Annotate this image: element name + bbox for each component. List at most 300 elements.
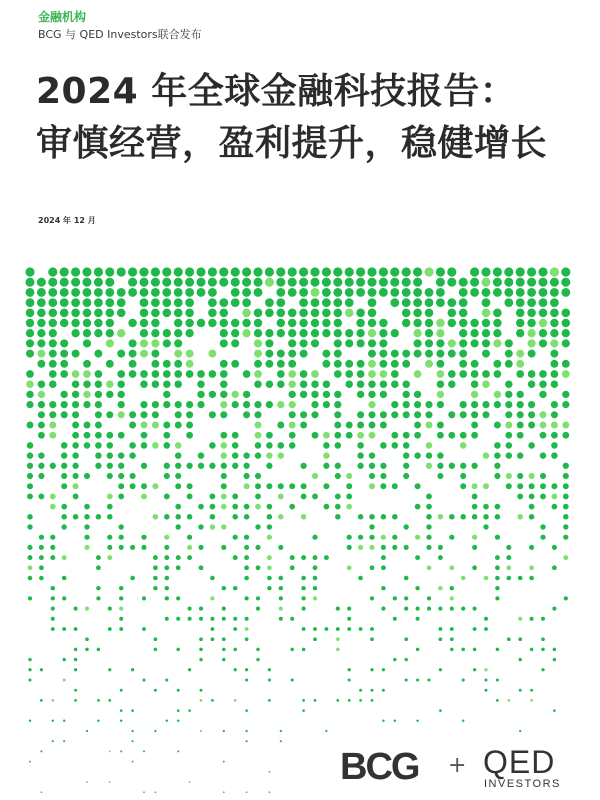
- pattern-dot: [61, 442, 68, 449]
- pattern-dot: [174, 360, 182, 368]
- pattern-dot: [49, 401, 56, 408]
- pattern-dot: [177, 709, 180, 712]
- pattern-dot: [140, 380, 148, 388]
- pattern-dot: [472, 535, 477, 540]
- pattern-dot: [107, 442, 114, 449]
- pattern-dot: [391, 360, 399, 368]
- pattern-dot: [403, 473, 409, 479]
- pattern-dot: [174, 309, 183, 318]
- pattern-dot: [289, 391, 296, 398]
- pattern-dot: [71, 267, 80, 276]
- pattern-dot: [71, 309, 80, 318]
- pattern-dot: [529, 545, 534, 550]
- pattern-dot: [140, 298, 149, 307]
- pattern-dot: [174, 278, 183, 287]
- pattern-dot: [51, 607, 55, 611]
- pattern-dot: [448, 411, 455, 418]
- pattern-dot: [186, 350, 194, 358]
- pattern-dot: [60, 370, 68, 378]
- pattern-dot: [256, 607, 260, 611]
- pattern-dot: [519, 730, 521, 732]
- pattern-dot: [210, 514, 216, 520]
- pattern-dot: [493, 288, 502, 297]
- pattern-dot: [233, 586, 237, 590]
- pattern-dot: [72, 391, 79, 398]
- pattern-dot: [151, 288, 160, 297]
- pattern-dot: [528, 380, 536, 388]
- pattern-dot: [106, 391, 113, 398]
- pattern-dot: [368, 360, 376, 368]
- pattern-dot: [381, 607, 385, 611]
- pattern-dot: [199, 658, 202, 661]
- pattern-dot: [335, 442, 342, 449]
- pattern-dot: [175, 442, 182, 449]
- pattern-dot: [265, 339, 273, 347]
- pattern-dot: [505, 360, 513, 368]
- pattern-dot: [391, 432, 398, 439]
- pattern-dot: [152, 411, 159, 418]
- pattern-dot: [71, 298, 80, 307]
- pattern-dot: [96, 596, 100, 600]
- pattern-dot: [299, 288, 308, 297]
- pattern-dot: [551, 432, 558, 439]
- pattern-dot: [60, 339, 68, 347]
- pattern-dot: [84, 514, 90, 520]
- pattern-dot: [265, 329, 273, 337]
- pattern-dot: [27, 493, 33, 499]
- pattern-dot: [394, 720, 396, 722]
- pattern-dot: [289, 504, 295, 510]
- pattern-dot: [459, 298, 468, 307]
- pattern-dot: [482, 329, 490, 337]
- pattern-dot: [164, 463, 170, 469]
- pattern-dot: [74, 627, 78, 631]
- pattern-dot: [49, 319, 57, 327]
- pattern-dot: [154, 730, 156, 732]
- pattern-dot: [51, 596, 55, 600]
- pattern-dot: [39, 576, 44, 581]
- pattern-dot: [139, 278, 148, 287]
- pattern-dot: [299, 329, 307, 337]
- pattern-dot: [73, 473, 79, 479]
- pattern-dot: [26, 309, 35, 318]
- pattern-dot: [437, 370, 445, 378]
- pattern-dot: [505, 380, 513, 388]
- pattern-dot: [518, 617, 522, 621]
- pattern-dot: [141, 463, 147, 469]
- pattern-dot: [562, 339, 570, 347]
- pattern-dot: [118, 452, 124, 458]
- pattern-dot: [561, 267, 570, 276]
- pattern-dot: [495, 504, 501, 510]
- pattern-dot: [256, 658, 259, 661]
- pattern-dot: [132, 740, 134, 742]
- pattern-dot: [280, 730, 282, 732]
- pattern-dot: [471, 370, 479, 378]
- pattern-dot: [403, 391, 410, 398]
- pattern-dot: [379, 278, 388, 287]
- pattern-dot: [368, 391, 375, 398]
- pattern-dot: [460, 401, 467, 408]
- pattern-dot: [95, 442, 102, 449]
- pattern-dot: [392, 442, 399, 449]
- pattern-dot: [72, 432, 79, 439]
- pattern-dot: [357, 452, 363, 458]
- pattern-dot: [288, 319, 296, 327]
- pattern-dot: [550, 278, 559, 287]
- pattern-dot: [483, 524, 488, 529]
- pattern-dot: [222, 607, 226, 611]
- pattern-dot: [494, 401, 501, 408]
- pattern-dot: [438, 555, 443, 560]
- pattern-dot: [561, 278, 570, 287]
- pattern-dot: [279, 607, 283, 611]
- pattern-dot: [176, 617, 180, 621]
- pattern-dot: [470, 319, 478, 327]
- pattern-dot: [322, 329, 330, 337]
- pattern-dot: [345, 339, 353, 347]
- pattern-dot: [223, 730, 225, 732]
- pattern-dot: [267, 586, 271, 590]
- pattern-dot: [210, 627, 214, 631]
- pattern-dot: [563, 463, 569, 469]
- pattern-dot: [300, 380, 308, 388]
- pattern-dot: [402, 298, 411, 307]
- pattern-dot: [176, 555, 181, 560]
- pattern-dot: [95, 380, 103, 388]
- pattern-dot: [333, 288, 342, 297]
- pattern-dot: [232, 432, 239, 439]
- pattern-dot: [493, 319, 501, 327]
- pattern-dot: [186, 432, 193, 439]
- pattern-dot: [108, 627, 112, 631]
- pattern-dot: [289, 432, 296, 439]
- pattern-dot: [242, 288, 251, 297]
- pattern-dot: [530, 648, 534, 652]
- pattern-dot: [185, 309, 194, 318]
- pattern-dot: [220, 411, 227, 418]
- pattern-dot: [63, 740, 65, 742]
- pattern-dot: [392, 483, 398, 489]
- pattern-dot: [437, 380, 445, 388]
- pattern-dot: [118, 432, 125, 439]
- pattern-dot: [290, 555, 295, 560]
- pattern-dot: [26, 339, 34, 347]
- pattern-dot: [107, 535, 112, 540]
- pattern-dot: [234, 699, 237, 702]
- pattern-dot: [562, 360, 570, 368]
- pattern-dot: [413, 319, 421, 327]
- pattern-dot: [291, 678, 294, 681]
- pattern-dot: [154, 689, 157, 692]
- pattern-dot: [506, 576, 511, 581]
- pattern-dot: [82, 267, 91, 276]
- pattern-dot: [232, 514, 238, 520]
- pattern-dot: [278, 452, 284, 458]
- pattern-dot: [231, 319, 239, 327]
- qed-logo: QED: [483, 744, 556, 780]
- pattern-dot: [336, 637, 340, 641]
- pattern-dot: [528, 339, 536, 347]
- pattern-dot: [562, 319, 570, 327]
- pattern-dot: [118, 483, 124, 489]
- pattern-dot: [301, 493, 307, 499]
- pattern-dot: [232, 442, 239, 449]
- pattern-dot: [107, 504, 113, 510]
- pattern-dot: [390, 267, 399, 276]
- pattern-dot: [527, 288, 536, 297]
- pattern-dot: [495, 555, 500, 560]
- pattern-dot: [163, 432, 170, 439]
- pattern-dot: [369, 545, 374, 550]
- pattern-dot: [94, 350, 102, 358]
- pattern-dot: [72, 442, 79, 449]
- pattern-dot: [425, 288, 434, 297]
- pattern-dot: [436, 329, 444, 337]
- pattern-dot: [41, 791, 43, 793]
- pattern-dot: [96, 555, 101, 560]
- pattern-dot: [174, 329, 182, 337]
- pattern-dot: [380, 483, 386, 489]
- pattern-dot: [254, 329, 262, 337]
- pattern-dot: [333, 267, 342, 276]
- pattern-dot: [94, 278, 103, 287]
- pattern-dot: [323, 432, 330, 439]
- pattern-dot: [289, 411, 296, 418]
- pattern-dot: [347, 545, 352, 550]
- qed-investors-wordmark: INVESTORS: [484, 778, 561, 790]
- pattern-dot: [472, 545, 477, 550]
- pattern-dot: [323, 380, 331, 388]
- pattern-dot: [540, 483, 546, 489]
- pattern-dot: [516, 360, 524, 368]
- pattern-dot: [436, 319, 444, 327]
- pattern-dot: [471, 391, 478, 398]
- pattern-dot: [95, 452, 101, 458]
- pattern-dot: [437, 432, 444, 439]
- pattern-dot: [459, 339, 467, 347]
- pattern-dot: [233, 617, 237, 621]
- pattern-dot: [232, 493, 238, 499]
- pattern-dot: [347, 535, 352, 540]
- pattern-dot: [470, 278, 479, 287]
- pattern-dot: [459, 370, 467, 378]
- pattern-dot: [494, 442, 501, 449]
- pattern-dot: [527, 267, 536, 276]
- pattern-dot: [357, 442, 364, 449]
- pattern-dot: [322, 278, 331, 287]
- pattern-dot: [255, 493, 261, 499]
- pattern-dot: [382, 720, 384, 722]
- pattern-dot: [27, 524, 32, 529]
- pattern-dot: [176, 565, 181, 570]
- pattern-dot: [527, 298, 536, 307]
- pattern-dot: [493, 329, 501, 337]
- pattern-dot: [300, 391, 307, 398]
- pattern-dot: [120, 709, 123, 712]
- pattern-dot: [244, 596, 248, 600]
- pattern-dot: [334, 329, 342, 337]
- pattern-dot: [426, 535, 431, 540]
- pattern-dot: [426, 422, 433, 429]
- pattern-dot: [105, 288, 114, 297]
- pattern-dot: [368, 329, 376, 337]
- pattern-dot: [310, 278, 319, 287]
- pattern-dot: [52, 740, 54, 742]
- pattern-dot: [470, 329, 478, 337]
- pattern-dot: [368, 401, 375, 408]
- pattern-dot: [425, 298, 434, 307]
- pattern-dot: [74, 689, 77, 692]
- pattern-dot: [83, 298, 92, 307]
- pattern-dot: [231, 278, 240, 287]
- pattern-dot: [60, 350, 68, 358]
- pattern-dot: [254, 350, 262, 358]
- pattern-dot: [448, 309, 457, 318]
- pattern-dot: [427, 678, 430, 681]
- pattern-dot: [357, 370, 365, 378]
- pattern-dot: [256, 596, 260, 600]
- pattern-dot: [242, 278, 251, 287]
- pattern-dot: [436, 298, 445, 307]
- pattern-dot: [39, 545, 44, 550]
- pattern-dot: [152, 401, 159, 408]
- pattern-dot: [232, 463, 238, 469]
- pattern-dot: [405, 678, 408, 681]
- pattern-dot: [461, 607, 465, 611]
- pattern-dot: [367, 267, 376, 276]
- pattern-dot: [48, 267, 57, 276]
- pattern-dot: [301, 576, 306, 581]
- pattern-dot: [518, 637, 522, 641]
- pattern-dot: [426, 504, 432, 510]
- pattern-dot: [254, 360, 262, 368]
- pattern-dot: [244, 565, 249, 570]
- pattern-dot: [414, 339, 422, 347]
- pattern-dot: [551, 411, 558, 418]
- pattern-dot: [357, 422, 364, 429]
- pattern-dot: [265, 360, 273, 368]
- pattern-dot: [276, 288, 285, 297]
- pattern-dot: [267, 565, 272, 570]
- pattern-dot: [563, 473, 569, 479]
- pattern-dot: [427, 607, 431, 611]
- pattern-dot: [267, 576, 272, 581]
- pattern-dot: [483, 504, 489, 510]
- pattern-dot: [448, 370, 456, 378]
- pattern-dot: [231, 288, 240, 297]
- pattern-dot: [460, 473, 466, 479]
- pattern-dot: [142, 678, 145, 681]
- pattern-dot: [163, 339, 171, 347]
- pattern-dot: [140, 350, 148, 358]
- pattern-dot: [140, 370, 148, 378]
- pattern-dot: [481, 267, 490, 276]
- pattern-dot: [151, 339, 159, 347]
- pattern-dot: [495, 586, 499, 590]
- pattern-dot: [312, 473, 318, 479]
- pattern-dot: [151, 329, 159, 337]
- pattern-dot: [516, 278, 525, 287]
- pattern-dot: [404, 576, 409, 581]
- pattern-dot: [516, 288, 525, 297]
- pattern-dot: [311, 411, 318, 418]
- pattern-dot: [380, 463, 386, 469]
- pattern-dot: [313, 586, 317, 590]
- pattern-dot: [507, 699, 510, 702]
- pattern-dot: [63, 720, 65, 722]
- pattern-dot: [506, 565, 511, 570]
- pattern-dot: [356, 309, 365, 318]
- pattern-dot: [347, 627, 351, 631]
- pattern-dot: [437, 422, 444, 429]
- pattern-dot: [132, 761, 134, 763]
- pattern-dot: [380, 391, 387, 398]
- pattern-dot: [221, 442, 228, 449]
- pattern-dot: [482, 370, 490, 378]
- pattern-dot: [302, 709, 305, 712]
- pattern-dot: [74, 658, 77, 661]
- pattern-dot: [265, 267, 274, 276]
- pattern-dot: [175, 483, 181, 489]
- pattern-dot: [426, 514, 432, 520]
- pattern-dot: [163, 370, 171, 378]
- pattern-dot: [484, 617, 488, 621]
- pattern-dot: [288, 329, 296, 337]
- pattern-dot: [165, 596, 169, 600]
- pattern-dot: [62, 596, 66, 600]
- pattern-dot: [186, 360, 194, 368]
- pattern-dot: [470, 267, 479, 276]
- pattern-dot: [48, 288, 57, 297]
- pattern-dot: [279, 586, 283, 590]
- pattern-dot: [426, 545, 431, 550]
- bcg-logo: BCG: [340, 746, 419, 788]
- pattern-dot: [29, 761, 31, 763]
- pattern-dot: [471, 411, 478, 418]
- pattern-dot: [299, 278, 308, 287]
- pattern-dot: [72, 463, 78, 469]
- pattern-dot: [336, 648, 340, 652]
- pattern-dot: [356, 278, 365, 287]
- pattern-dot: [63, 678, 66, 681]
- pattern-dot: [143, 791, 145, 793]
- pattern-dot: [177, 720, 179, 722]
- pattern-dot: [108, 668, 111, 671]
- pattern-dot: [276, 298, 285, 307]
- pattern-dot: [119, 627, 123, 631]
- pattern-dot: [414, 401, 421, 408]
- pattern-dot: [208, 350, 216, 358]
- pattern-dot: [128, 319, 136, 327]
- pattern-dot: [37, 309, 46, 318]
- report-category: 金融机构: [38, 10, 87, 24]
- pattern-dot: [187, 514, 193, 520]
- pattern-dot: [345, 380, 353, 388]
- pattern-dot: [528, 411, 535, 418]
- pattern-dot: [311, 329, 319, 337]
- pattern-dot: [459, 360, 467, 368]
- pattern-dot: [50, 504, 56, 510]
- pattern-dot: [210, 596, 214, 600]
- pattern-dot: [107, 452, 113, 458]
- pattern-dot: [83, 380, 91, 388]
- pattern-dot: [254, 309, 263, 318]
- pattern-dot: [357, 380, 365, 388]
- pattern-dot: [334, 319, 342, 327]
- pattern-dot: [390, 298, 399, 307]
- pattern-dot: [485, 689, 488, 692]
